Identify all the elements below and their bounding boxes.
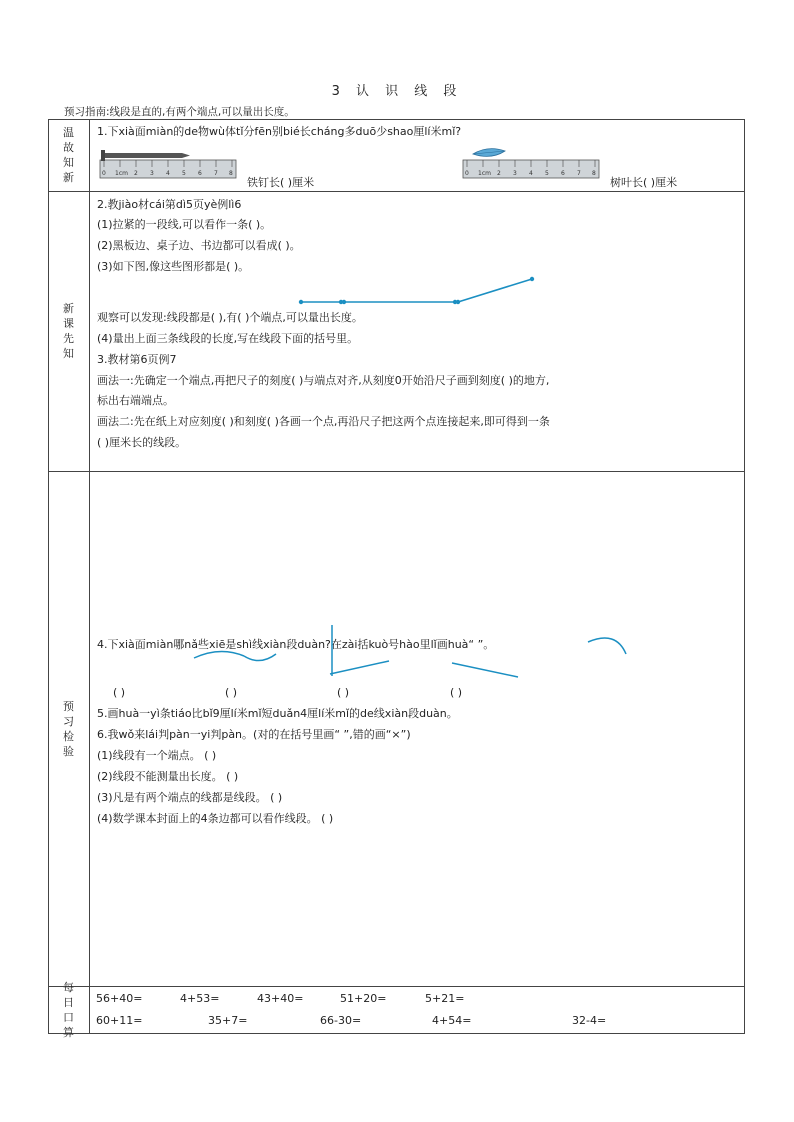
ruler-tick-label: 0 — [465, 170, 469, 177]
arc-line — [588, 638, 626, 654]
question-2-2: (2)黑板边、桌子边、书边都可以看成( )。 — [97, 239, 301, 252]
worksheet-table — [48, 119, 745, 1039]
question-6-item: (4)数学课本封面上的4条边都可以看作线段。 ( ) — [97, 812, 334, 825]
nail-length-question: 铁钉长( )厘米 — [247, 176, 315, 189]
answer-bracket: ( ) — [113, 686, 126, 699]
oral-problem: 32-4= — [572, 1014, 607, 1027]
page-title: 3 认 识 线 段 — [331, 84, 463, 99]
question-2: 2.教jiào材cái第dì5页yè例lì6 — [97, 198, 242, 211]
segments-figure — [295, 272, 540, 312]
question-1: 1.下xià面miàn的de物wù体tǐ分fēn别bié长cháng多duō少shao厘lí米mǐ? — [97, 125, 462, 138]
column-divider — [89, 119, 90, 1034]
nail-ruler-figure — [100, 148, 240, 184]
section-label-oral: 每日口算 — [63, 981, 74, 1039]
question-6-item: (2)线段不能测量出长度。 ( ) — [97, 770, 239, 783]
question-2-observation: 观察可以发现:线段都是( ),有( )个端点,可以量出长度。 — [97, 311, 363, 324]
question-2-3: (3)如下图,像这些图形都是( )。 — [97, 260, 250, 273]
ruler-tick-label: 2 — [134, 170, 138, 177]
oral-problem: 35+7= — [208, 1014, 248, 1027]
question-2-4: (4)量出上面三条线段的长度,写在线段下面的括号里。 — [97, 332, 359, 345]
question-6: 6.我wǒ来lái判pàn一yi判pàn。(对的在括号里画“ ”,错的画“×”) — [97, 728, 411, 741]
oral-problem: 4+53= — [180, 992, 220, 1005]
ruler-tick-label: 8 — [592, 170, 596, 177]
question-6-item: (3)凡是有两个端点的线都是线段。 ( ) — [97, 791, 283, 804]
oral-problem: 5+21= — [425, 992, 465, 1005]
ruler-tick-label: 2 — [497, 170, 501, 177]
slanted-segment — [330, 661, 389, 674]
row-divider — [48, 986, 745, 987]
lines-figure — [180, 618, 650, 688]
ruler-tick-label: 3 — [513, 170, 517, 177]
oral-problem: 56+40= — [96, 992, 143, 1005]
oral-problem: 4+54= — [432, 1014, 472, 1027]
ruler-tick-label: 8 — [229, 170, 233, 177]
study-guide: 预习指南:线段是直的,有两个端点,可以量出长度。 — [64, 106, 295, 118]
slanted-segment — [452, 663, 518, 677]
row-divider — [48, 191, 745, 192]
leaf-ruler-figure — [463, 146, 603, 184]
ruler-tick-label: 6 — [561, 170, 565, 177]
ruler-tick-label: 1cm — [115, 170, 128, 177]
curve-line — [194, 651, 244, 658]
ruler-tick-label: 4 — [166, 170, 170, 177]
ruler-tick-label: 1cm — [478, 170, 491, 177]
section-label-review: 温故知新 — [63, 126, 74, 184]
ruler-tick-label: 5 — [182, 170, 186, 177]
answer-bracket: ( ) — [450, 686, 463, 699]
question-3-method-1-cont: 标出右端端点。 — [97, 394, 174, 407]
section-label-new: 新课先知 — [63, 302, 74, 360]
ruler-tick-label: 0 — [102, 170, 106, 177]
ruler-tick-label: 5 — [545, 170, 549, 177]
ruler-tick-label: 7 — [577, 170, 581, 177]
question-5: 5.画huà一yì条tiáo比bǐ9厘lí米mǐ短duǎn4厘lí米mǐ的de线xiàn段duàn。 — [97, 707, 458, 720]
question-3-method-2-cont: ( )厘米长的线段。 — [97, 436, 187, 449]
oral-problem: 60+11= — [96, 1014, 143, 1027]
answer-bracket: ( ) — [225, 686, 238, 699]
nail-icon — [104, 153, 182, 158]
question-3: 3.教材第6页例7 — [97, 353, 177, 366]
row-divider — [48, 471, 745, 472]
ruler-tick-label: 3 — [150, 170, 154, 177]
oral-problem: 43+40= — [257, 992, 304, 1005]
question-6-item: (1)线段有一个端点。 ( ) — [97, 749, 217, 762]
ruler-tick-label: 4 — [529, 170, 533, 177]
question-4: 4.下xià面miàn哪nǎ些xiē是shì线xiàn段duàn?在zài括kuò号hào里lǐ画huà“ ”。 — [97, 638, 495, 651]
question-2-1: (1)拉紧的一段线,可以看作一条( )。 — [97, 218, 272, 231]
question-3-method-2: 画法二:先在纸上对应刻度( )和刻度( )各画一个点,再沿尺子把这两个点连接起来,即可得到一条 — [97, 415, 550, 428]
oral-problem: 66-30= — [320, 1014, 362, 1027]
ruler-tick-label: 6 — [198, 170, 202, 177]
oral-problem: 51+20= — [340, 992, 387, 1005]
section-label-check: 预习检验 — [63, 699, 74, 758]
answer-bracket: ( ) — [337, 686, 350, 699]
question-3-method-1: 画法一:先确定一个端点,再把尺子的刻度( )与端点对齐,从刻度0开始沿尺子画到刻度( )的地方, — [97, 374, 550, 387]
ruler-tick-label: 7 — [214, 170, 218, 177]
leaf-length-question: 树叶长( )厘米 — [610, 176, 678, 189]
